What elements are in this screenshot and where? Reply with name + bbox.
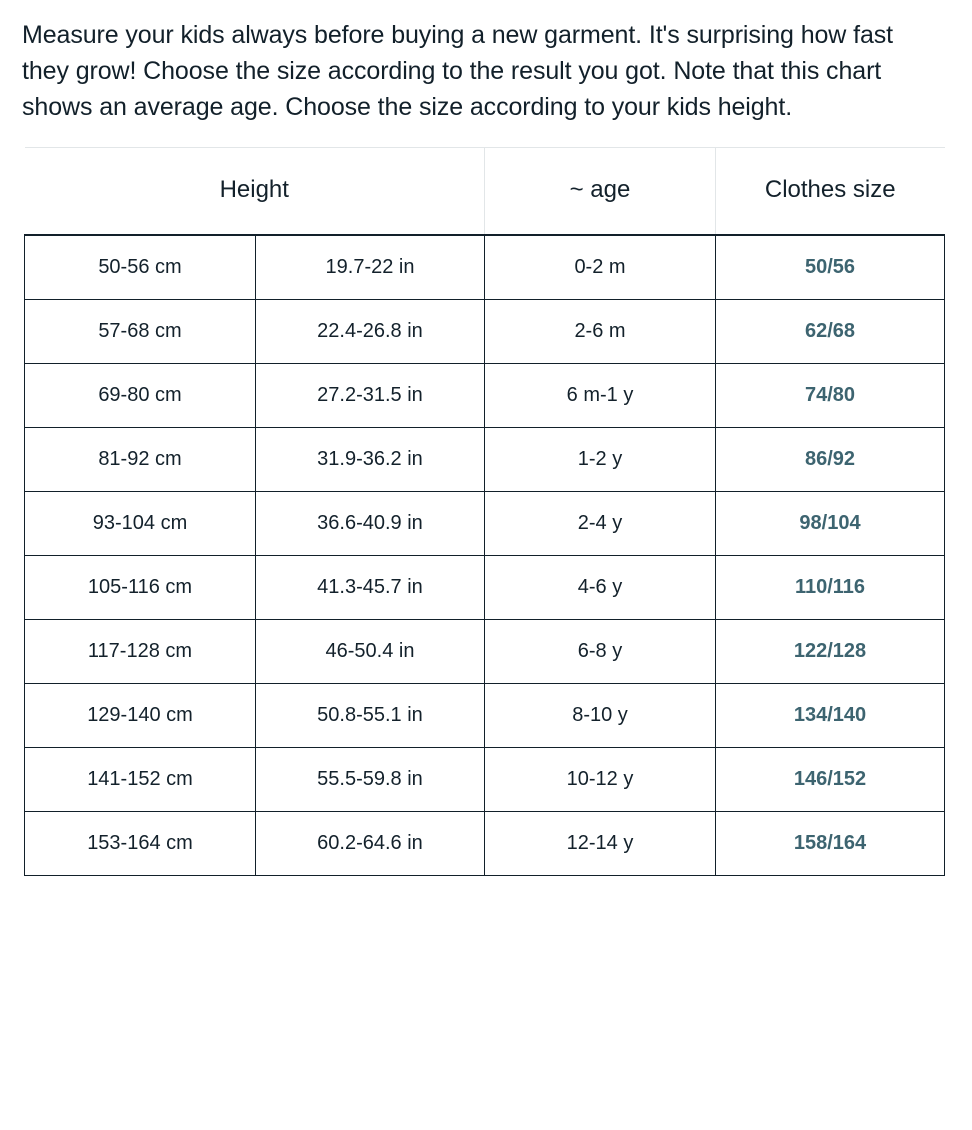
cell-height-in: 55.5-59.8 in (256, 748, 485, 812)
cell-clothes-size: 74/80 (716, 364, 945, 428)
cell-clothes-size: 50/56 (716, 235, 945, 300)
cell-age: 6 m-1 y (485, 364, 716, 428)
cell-height-in: 60.2-64.6 in (256, 812, 485, 876)
table-row (25, 556, 945, 620)
table-row (25, 620, 945, 684)
cell-height-cm: 153-164 cm (25, 812, 256, 876)
cell-height-cm: 117-128 cm (25, 620, 256, 684)
cell-height-in: 50.8-55.1 in (256, 684, 485, 748)
cell-height-cm: 81-92 cm (25, 428, 256, 492)
cell-height-cm: 105-116 cm (25, 556, 256, 620)
table-header-row (25, 148, 945, 236)
cell-height-cm: 141-152 cm (25, 748, 256, 812)
table-header (25, 148, 945, 236)
table-body (25, 235, 945, 876)
cell-age: 12-14 y (485, 812, 716, 876)
table-row (25, 364, 945, 428)
footer-spacer (22, 876, 944, 936)
cell-age: 8-10 y (485, 684, 716, 748)
table-row (25, 235, 945, 300)
table-row (25, 492, 945, 556)
cell-height-cm: 129-140 cm (25, 684, 256, 748)
table-row (25, 748, 945, 812)
cell-clothes-size: 122/128 (716, 620, 945, 684)
cell-age: 6-8 y (485, 620, 716, 684)
cell-clothes-size: 158/164 (716, 812, 945, 876)
cell-age: 10-12 y (485, 748, 716, 812)
column-header-height: Height (25, 148, 485, 236)
cell-age: 1-2 y (485, 428, 716, 492)
cell-height-in: 27.2-31.5 in (256, 364, 485, 428)
column-header-age: ~ age (485, 148, 716, 236)
column-header-clothes-size: Clothes size (716, 148, 945, 236)
cell-clothes-size: 110/116 (716, 556, 945, 620)
table-row (25, 684, 945, 748)
cell-clothes-size: 62/68 (716, 300, 945, 364)
cell-clothes-size: 98/104 (716, 492, 945, 556)
cell-height-cm: 57-68 cm (25, 300, 256, 364)
size-chart-table (24, 147, 945, 876)
table-row (25, 428, 945, 492)
cell-height-cm: 69-80 cm (25, 364, 256, 428)
table-row (25, 812, 945, 876)
cell-height-in: 22.4-26.8 in (256, 300, 485, 364)
cell-clothes-size: 86/92 (716, 428, 945, 492)
cell-age: 0-2 m (485, 235, 716, 300)
cell-height-in: 31.9-36.2 in (256, 428, 485, 492)
cell-height-cm: 50-56 cm (25, 235, 256, 300)
cell-age: 4-6 y (485, 556, 716, 620)
cell-age: 2-4 y (485, 492, 716, 556)
cell-height-in: 36.6-40.9 in (256, 492, 485, 556)
cell-clothes-size: 146/152 (716, 748, 945, 812)
cell-height-cm: 93-104 cm (25, 492, 256, 556)
cell-height-in: 46-50.4 in (256, 620, 485, 684)
intro-paragraph: Measure your kids always before buying a new garment. It's surprising how fast they grow! Choose the size according to the result you got. Note that this chart shows an average age. Choose the size according to your kids height. (22, 21, 893, 121)
table-row (25, 300, 945, 364)
cell-height-in: 41.3-45.7 in (256, 556, 485, 620)
cell-clothes-size: 134/140 (716, 684, 945, 748)
cell-age: 2-6 m (485, 300, 716, 364)
cell-height-in: 19.7-22 in (256, 235, 485, 300)
